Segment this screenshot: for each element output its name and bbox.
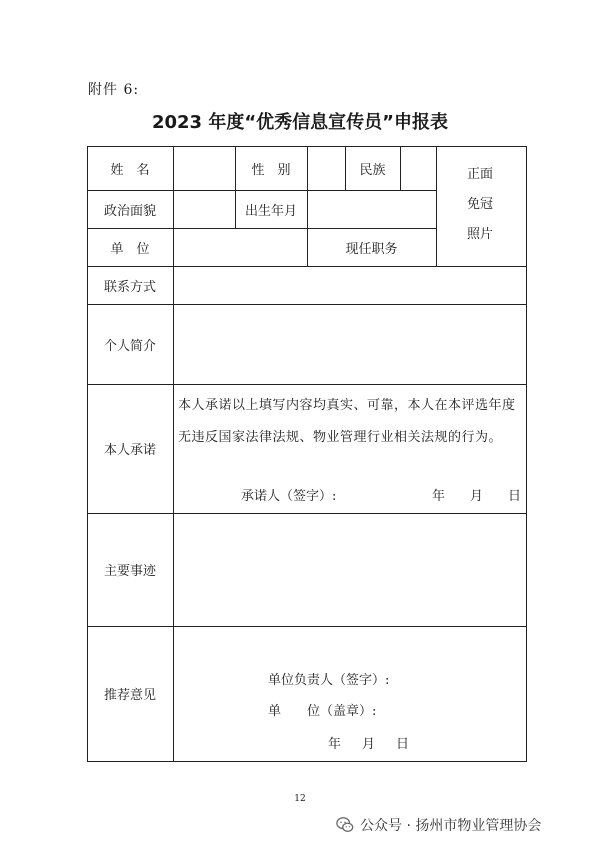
birth-date-field[interactable] <box>307 190 436 228</box>
label-contact: 联系方式 <box>103 279 156 295</box>
label-position: 现任职务 <box>345 241 398 257</box>
recommend-unit-seal-label: 单 位（盖章）: <box>268 704 377 719</box>
label-promise: 本人承诺 <box>103 443 156 458</box>
promise-month: 月 <box>470 489 484 504</box>
promise-year: 年 <box>432 489 446 504</box>
label-deeds: 主要事迹 <box>103 564 156 579</box>
political-status-field[interactable] <box>173 190 235 228</box>
deeds-field[interactable] <box>173 513 526 626</box>
promise-signer-label: 承诺人（签字）: <box>241 489 337 504</box>
label-gender: 性 别 <box>251 162 291 178</box>
label-unit: 单 位 <box>110 241 150 257</box>
watermark-text: 公众号 · 扬州市物业管理协会 <box>360 818 542 834</box>
unit-field[interactable] <box>173 228 307 266</box>
watermark <box>336 815 541 835</box>
recommend-leader-label: 单位负责人（签字）: <box>268 673 390 688</box>
contact-field[interactable] <box>173 266 526 304</box>
page-number: 12 <box>294 794 306 804</box>
recommend-year: 年 <box>328 737 342 752</box>
name-field[interactable] <box>173 146 235 190</box>
gender-field[interactable] <box>307 146 345 190</box>
label-intro: 个人简介 <box>103 338 156 354</box>
photo-line-2: 免冠 <box>466 197 493 212</box>
photo-line-1: 正面 <box>466 167 493 182</box>
col-line <box>436 146 437 267</box>
photo-box <box>440 160 520 250</box>
label-recommend: 推荐意见 <box>103 688 156 703</box>
label-ethnicity: 民族 <box>359 162 386 178</box>
promise-text: 本人承诺以上填写内容均真实、可靠，本人在本评选年度无违反国家法律法规、物业管理行业相关法规的行为。 <box>178 398 516 445</box>
table-border-bottom <box>87 761 527 762</box>
table-border-right <box>526 146 527 762</box>
attachment-label: 附件 6: <box>88 82 140 98</box>
intro-field[interactable] <box>173 304 526 384</box>
recommend-month: 月 <box>362 737 376 752</box>
label-political-status: 政治面貌 <box>103 203 156 219</box>
form-title: 2023 年度“优秀信息宣传员”申报表 <box>151 112 449 133</box>
label-name: 姓 名 <box>110 162 150 178</box>
label-birth-date: 出生年月 <box>244 203 297 219</box>
wechat-icon <box>336 816 354 834</box>
photo-line-3: 照片 <box>466 227 493 242</box>
ethnicity-field[interactable] <box>400 146 436 190</box>
promise-day: 日 <box>508 489 522 504</box>
recommend-day: 日 <box>396 737 410 752</box>
